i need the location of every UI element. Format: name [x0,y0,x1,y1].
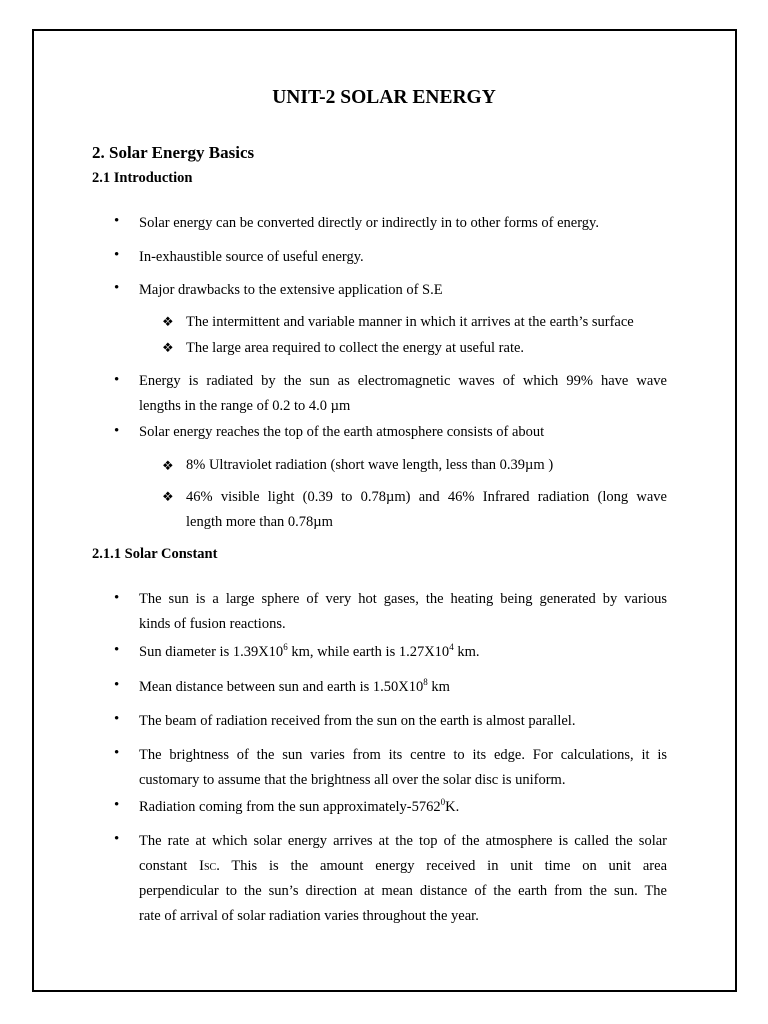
bullet-icon: • [114,797,120,813]
list-item-line: perpendicular to the sun’s direction at mean distance of the earth from the sun. The [139,883,667,899]
bullet-icon: • [114,831,120,847]
list-item: In-exhaustible source of useful energy. [139,249,364,265]
list-item-line: The rate at which solar energy arrives at the top of the atmosphere is called the solar [139,833,667,849]
bullet-icon: • [114,590,120,606]
sub-list-item-line: 46% visible light (0.39 to 0.78µm) and 46% Infrared radiation (long wave [186,489,667,505]
bullet-icon: • [114,247,120,263]
list-item: Radiation coming from the sun approximately-5762$^0$K. [139,797,460,815]
bullet-icon: • [114,213,120,229]
sub-list-item: The large area required to collect the energy at useful rate. [186,340,525,356]
list-item: Solar energy can be converted directly or indirectly in to other forms of energy. [139,215,599,231]
list-item-line: rate of arrival of solar radiation varies throughout the year. [139,908,479,924]
bullet-icon: • [114,642,120,658]
list-item-line: customary to assume that the brightness all over the solar disc is uniform. [139,772,566,788]
diamond-bullet-icon: ❖ [162,340,174,355]
list-item: Major drawbacks to the extensive application of S.E [139,282,443,298]
intro-heading: 2.1 Introduction [92,170,193,186]
bullet-icon: • [114,372,120,388]
list-item: The beam of radiation received from the sun on the earth is almost parallel. [139,713,576,729]
section-title: 2. Solar Energy Basics [92,143,255,162]
bullet-icon: • [114,745,120,761]
bullet-icon: • [114,677,120,693]
list-item: Mean distance between sun and earth is $1.50X10^8$ km [139,677,450,695]
diamond-bullet-icon: ❖ [162,489,174,504]
list-item-line: constant ISC. This is the amount energy received in unit time on unit area [139,858,668,874]
sub-list-item: 8% Ultraviolet radiation (short wave length, less than 0.39µm ) [186,457,554,473]
list-item-line: The sun is a large sphere of very hot gases, the heating being generated by various [139,591,667,607]
list-item: Sun diameter is $1.39X10^6$ km, while earth is $1.27X10^4$ km. [139,642,480,660]
solar-constant-heading: 2.1.1 Solar Constant [92,546,218,562]
list-item-line: kinds of fusion reactions. [139,616,286,632]
diamond-bullet-icon: ❖ [162,314,174,329]
diamond-bullet-icon: ❖ [162,458,174,473]
sub-list-item: The intermittent and variable manner in which it arrives at the earth’s surface [186,314,634,330]
sub-list-item-line: length more than 0.78µm [186,514,333,530]
bullet-icon: • [114,423,120,439]
list-item: Solar energy reaches the top of the earth atmosphere consists of about [139,424,545,440]
list-item-line: Energy is radiated by the sun as electromagnetic waves of which 99% have wave [139,373,667,389]
list-item-line: lengths in the range of 0.2 to 4.0 µm [139,398,351,414]
bullet-icon: • [114,280,120,296]
bullet-icon: • [114,711,120,727]
page-title: UNIT-2 SOLAR ENERGY [272,87,496,108]
list-item-line: The brightness of the sun varies from its centre to its edge. For calculations, it is [139,747,667,763]
